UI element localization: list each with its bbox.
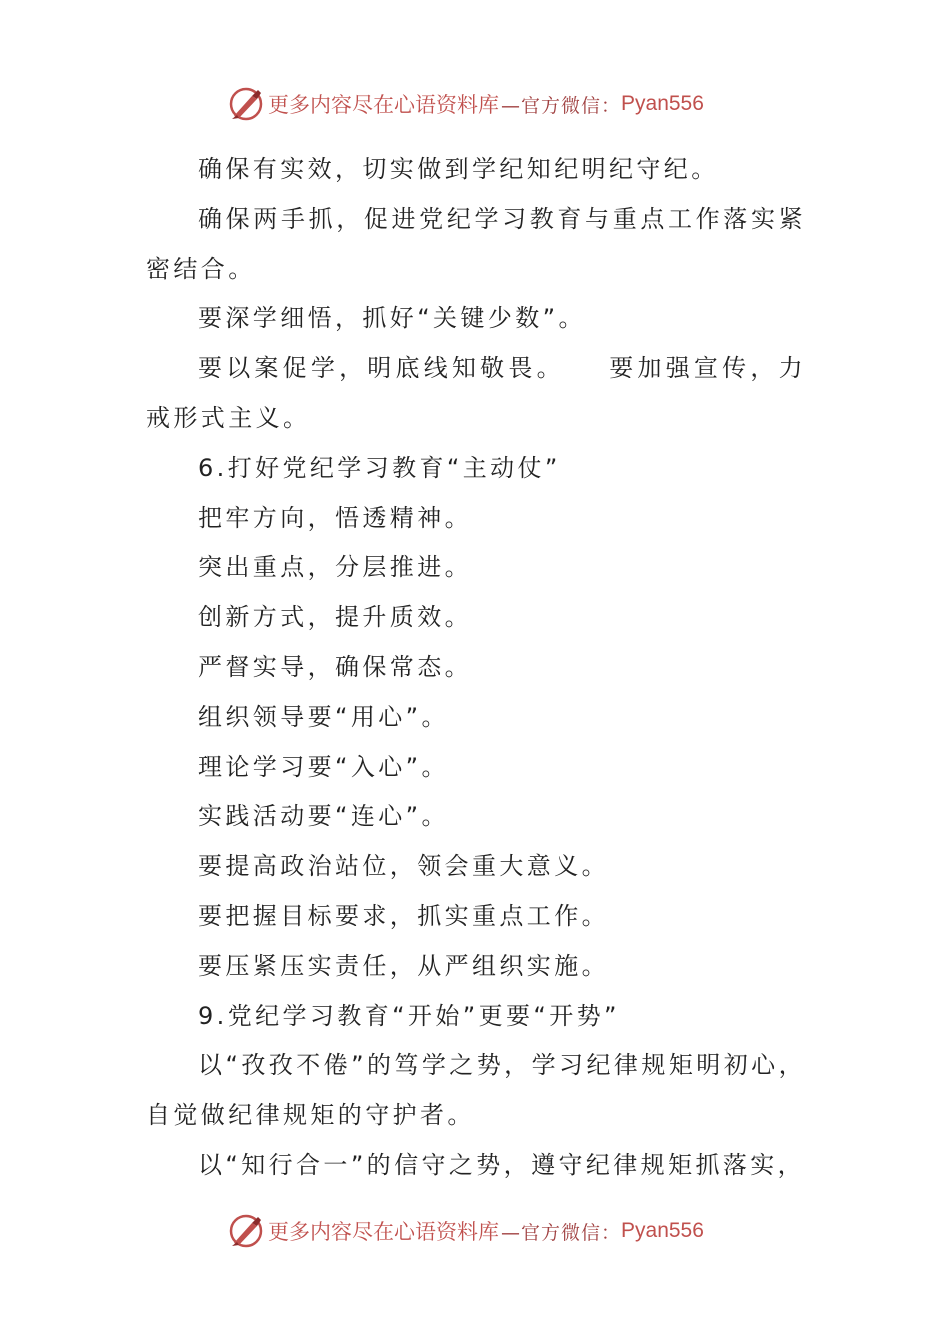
paragraph: 要深学细悟，抓好“关键少数”。 <box>198 304 586 333</box>
paragraph: 组织领导要“用心”。 <box>198 702 449 731</box>
banner-separator: —官方微信： <box>501 94 622 117</box>
paragraph: 要以案促学，明底线知敬畏。 要加强宣传，力戒形式主义。 <box>146 354 806 432</box>
paragraph: 要把握目标要求，抓实重点工作。 <box>198 901 609 930</box>
document-body <box>146 145 806 1191</box>
paragraph: 理论学习要“入心”。 <box>198 752 449 781</box>
paragraph: 确保有实效，切实做到学纪知纪明纪守纪。 <box>198 155 719 183</box>
banner-text: 更多内容尽在心语资料库 <box>268 93 499 117</box>
banner-separator: —官方微信： <box>501 1221 622 1244</box>
section-heading: 9.党纪学习教育“开始”更要“开势” <box>198 1001 620 1030</box>
banner-wechat-id: Pyan556 <box>621 92 704 115</box>
paragraph: 创新方式，提升质效。 <box>198 603 472 632</box>
pen-logo-icon <box>228 1213 264 1249</box>
paragraph: 把牢方向，悟透精神。 <box>198 503 472 532</box>
paragraph: 突出重点，分层推进。 <box>198 553 472 582</box>
banner-wechat-id: Pyan556 <box>621 1219 704 1242</box>
pen-logo-icon <box>228 86 264 122</box>
paragraph: 以“孜孜不倦”的笃学之势，学习纪律规矩明初心，自觉做纪律规矩的守护者。 <box>146 1051 806 1130</box>
paragraph: 确保两手抓，促进党纪学习教育与重点工作落实紧密结合。 <box>146 204 806 283</box>
paragraph: 实践活动要“连心”。 <box>198 802 449 831</box>
paragraph: 以“知行合一”的信守之势，遵守纪律规矩抓落实， <box>198 1150 806 1179</box>
banner-text: 更多内容尽在心语资料库 <box>268 1220 499 1244</box>
paragraph: 严督实导，确保常态。 <box>198 652 472 681</box>
footer-banner <box>228 1211 704 1251</box>
header-banner <box>228 84 704 124</box>
paragraph: 要压紧压实责任，从严组织实施。 <box>198 951 609 980</box>
paragraph: 要提高政治站位，领会重大意义。 <box>198 852 609 881</box>
section-heading: 6.打好党纪学习教育“主动仗” <box>198 453 561 482</box>
